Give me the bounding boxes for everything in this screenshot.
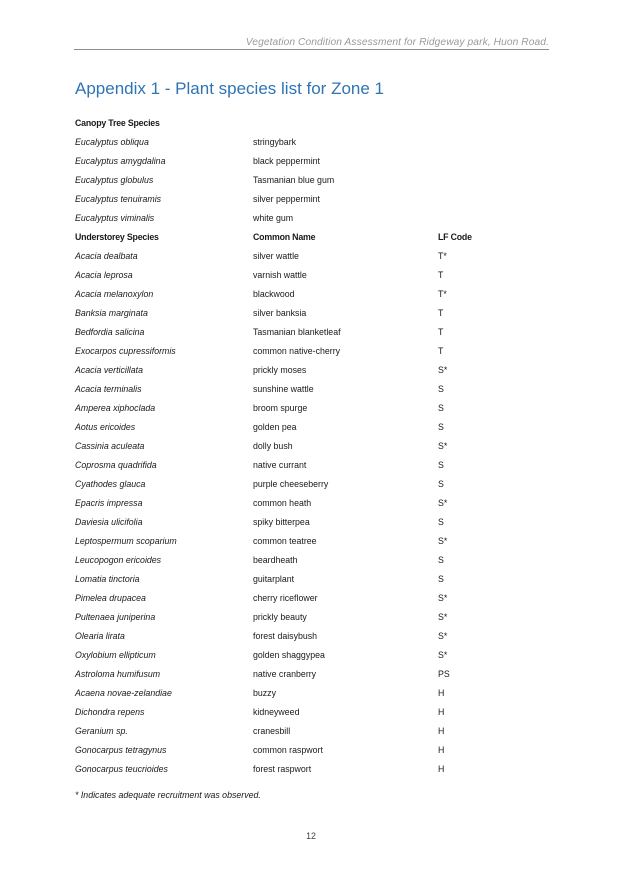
common-name: white gum [253, 213, 294, 223]
species-name: Amperea xiphoclada [75, 403, 156, 413]
table-row [0, 741, 622, 760]
table-row [0, 684, 622, 703]
lf-code: S* [438, 441, 448, 451]
species-name: Eucalyptus amygdalina [75, 156, 166, 166]
footnote: * Indicates adequate recruitment was observed. [75, 790, 261, 800]
common-name: dolly bush [253, 441, 293, 451]
species-name: Oxylobium ellipticum [75, 650, 156, 660]
col-header-common-name: Common Name [253, 232, 316, 242]
lf-code: H [438, 688, 445, 698]
lf-code: T [438, 270, 444, 280]
species-name: Pultenaea juniperina [75, 612, 156, 622]
species-name: Eucalyptus globulus [75, 175, 154, 185]
species-name: Acacia verticillata [75, 365, 143, 375]
species-name: Epacris impressa [75, 498, 143, 508]
species-name: Aotus ericoides [75, 422, 136, 432]
table-row [0, 513, 622, 532]
common-name: silver peppermint [253, 194, 320, 204]
common-name: sunshine wattle [253, 384, 314, 394]
species-name: Astroloma humifusum [75, 669, 161, 679]
table-row [0, 570, 622, 589]
common-name: forest daisybush [253, 631, 318, 641]
page-number: 12 [306, 831, 316, 841]
species-name: Eucalyptus tenuiramis [75, 194, 162, 204]
table-row [0, 494, 622, 513]
lf-code: S [438, 422, 444, 432]
lf-code: H [438, 707, 445, 717]
common-name: forest raspwort [253, 764, 312, 774]
col-header-species: Understorey Species [75, 232, 159, 242]
common-name: cranesbill [253, 726, 291, 736]
lf-code: S* [438, 631, 448, 641]
species-name: Cyathodes glauca [75, 479, 146, 489]
species-name: Bedfordia salicina [75, 327, 145, 337]
lf-code: PS [438, 669, 450, 679]
common-name: cherry riceflower [253, 593, 318, 603]
lf-code: T [438, 346, 444, 356]
species-name: Exocarpos cupressiformis [75, 346, 176, 356]
table-row [0, 152, 622, 171]
table-row [0, 247, 622, 266]
species-name: Daviesia ulicifolia [75, 517, 143, 527]
lf-code: T* [438, 289, 447, 299]
table-row [0, 475, 622, 494]
table-row [0, 323, 622, 342]
table-row [0, 418, 622, 437]
common-name: native cranberry [253, 669, 317, 679]
species-name: Acacia terminalis [75, 384, 142, 394]
species-name: Cassinia aculeata [75, 441, 145, 451]
table-row [0, 171, 622, 190]
common-name: common raspwort [253, 745, 323, 755]
lf-code: S* [438, 365, 448, 375]
table-row [0, 532, 622, 551]
table-row [0, 361, 622, 380]
table-row [0, 703, 622, 722]
canopy-heading: Canopy Tree Species [75, 118, 160, 128]
understorey-header-row [0, 228, 622, 247]
table-row [0, 627, 622, 646]
page-title: Appendix 1 - Plant species list for Zone 1 [75, 79, 384, 98]
common-name: silver wattle [253, 251, 299, 261]
lf-code: T [438, 308, 444, 318]
table-row [0, 380, 622, 399]
species-name: Leucopogon ericoides [75, 555, 162, 565]
common-name: buzzy [253, 688, 276, 698]
common-name: varnish wattle [253, 270, 307, 280]
lf-code: S [438, 479, 444, 489]
common-name: common native-cherry [253, 346, 341, 356]
common-name: Tasmanian blanketleaf [253, 327, 341, 337]
common-name: broom spurge [253, 403, 308, 413]
species-name: Olearia lirata [75, 631, 125, 641]
species-name: Lomatia tinctoria [75, 574, 140, 584]
table-row [0, 304, 622, 323]
common-name: beardheath [253, 555, 298, 565]
common-name: native currant [253, 460, 307, 470]
table-row [0, 589, 622, 608]
lf-code: S* [438, 650, 448, 660]
species-name: Acacia leprosa [75, 270, 133, 280]
species-name: Acaena novae-zelandiae [75, 688, 172, 698]
col-header-lf-code: LF Code [438, 232, 472, 242]
lf-code: S [438, 460, 444, 470]
table-row [0, 608, 622, 627]
lf-code: S [438, 403, 444, 413]
lf-code: H [438, 764, 445, 774]
species-name: Leptospermum scoparium [75, 536, 177, 546]
common-name: blackwood [253, 289, 295, 299]
lf-code: S [438, 384, 444, 394]
common-name: guitarplant [253, 574, 295, 584]
species-name: Acacia dealbata [75, 251, 138, 261]
lf-code: S [438, 517, 444, 527]
table-row [0, 209, 622, 228]
species-name: Pimelea drupacea [75, 593, 146, 603]
common-name: prickly moses [253, 365, 307, 375]
table-row [0, 760, 622, 779]
lf-code: S [438, 555, 444, 565]
lf-code: S* [438, 593, 448, 603]
table-row [0, 722, 622, 741]
table-row [0, 342, 622, 361]
species-name: Coprosma quadrifida [75, 460, 157, 470]
common-name: purple cheeseberry [253, 479, 329, 489]
table-row [0, 190, 622, 209]
common-name: common heath [253, 498, 312, 508]
lf-code: T* [438, 251, 447, 261]
lf-code: S* [438, 498, 448, 508]
table-row [0, 665, 622, 684]
species-name: Gonocarpus teucrioides [75, 764, 168, 774]
running-header: Vegetation Condition Assessment for Ridgeway park, Huon Road. [74, 36, 549, 50]
common-name: stringybark [253, 137, 297, 147]
lf-code: H [438, 726, 445, 736]
species-name: Eucalyptus viminalis [75, 213, 155, 223]
common-name: golden pea [253, 422, 297, 432]
species-name: Eucalyptus obliqua [75, 137, 149, 147]
species-name: Gonocarpus tetragynus [75, 745, 167, 755]
table-row [0, 133, 622, 152]
table-row [0, 456, 622, 475]
species-name: Banksia marginata [75, 308, 148, 318]
table-row [0, 551, 622, 570]
common-name: golden shaggypea [253, 650, 325, 660]
lf-code: H [438, 745, 445, 755]
table-row [0, 437, 622, 456]
species-name: Geranium sp. [75, 726, 128, 736]
table-row [0, 285, 622, 304]
common-name: kidneyweed [253, 707, 300, 717]
lf-code: S* [438, 536, 448, 546]
lf-code: S* [438, 612, 448, 622]
table-row [0, 266, 622, 285]
species-name: Dichondra repens [75, 707, 145, 717]
lf-code: S [438, 574, 444, 584]
table-row [0, 399, 622, 418]
common-name: silver banksia [253, 308, 307, 318]
common-name: spiky bitterpea [253, 517, 310, 527]
table-row [0, 646, 622, 665]
lf-code: T [438, 327, 444, 337]
common-name: Tasmanian blue gum [253, 175, 335, 185]
common-name: prickly beauty [253, 612, 307, 622]
common-name: common teatree [253, 536, 317, 546]
canopy-heading-row [0, 114, 622, 133]
common-name: black peppermint [253, 156, 320, 166]
species-name: Acacia melanoxylon [75, 289, 154, 299]
